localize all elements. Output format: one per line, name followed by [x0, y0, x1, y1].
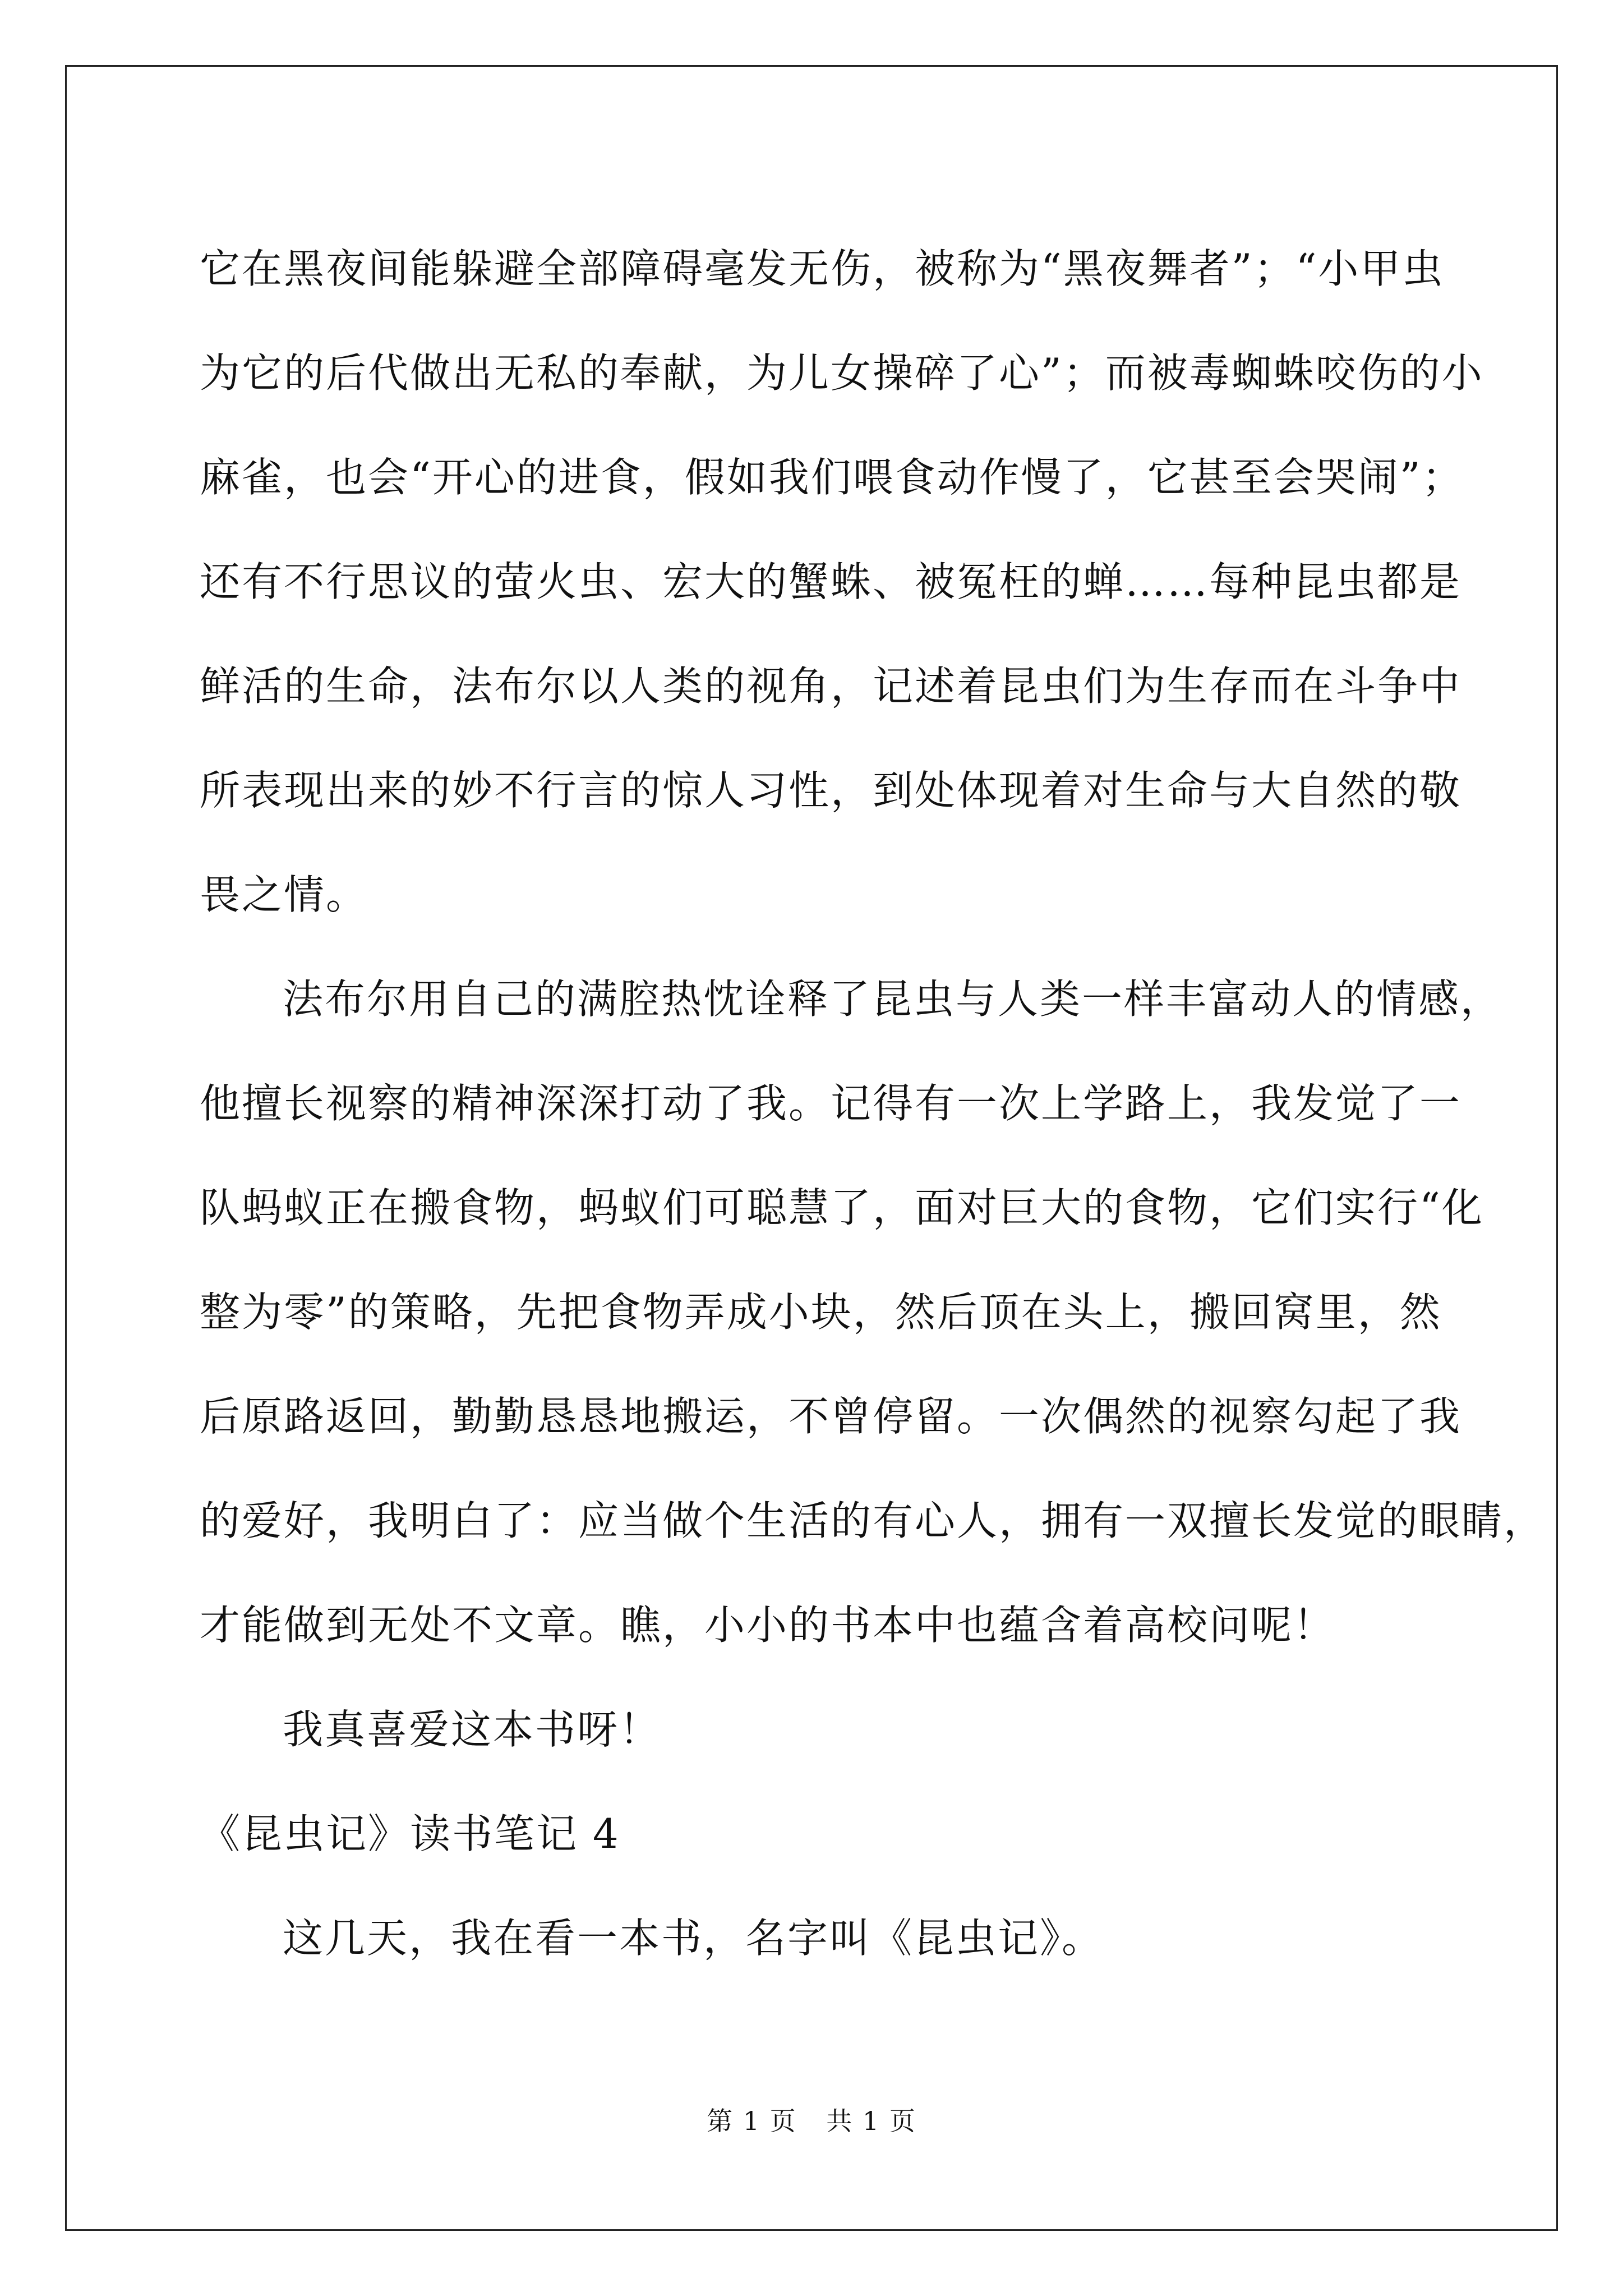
text-line: 才能做到无处不文章。瞧，小小的书本中也蕴含着高校问呢！ [200, 1602, 1336, 1649]
text-line: 队蚂蚁正在搬食物，蚂蚁们可聪慧了，面对巨大的食物，它们实行“化 [200, 1184, 1484, 1231]
text-line: 他擅长视察的精神深深打动了我。记得有一次上学路上，我发觉了一 [200, 1080, 1462, 1127]
text-line: 它在黑夜间能躲避全部障碍毫发无伤，被称为“黑夜舞者”；“小甲虫 [200, 245, 1445, 292]
document-body [200, 217, 1546, 1990]
page-total: 共 1 页 [826, 2106, 916, 2136]
section-heading: 《昆虫记》读书笔记 4 [200, 1810, 620, 1857]
text-line: 鲜活的生命，法布尔以人类的视角，记述着昆虫们为生存而在斗争中 [200, 662, 1462, 710]
text-line: 后原路返回，勤勤恳恳地搬运，不曾停留。一次偶然的视察勾起了我 [200, 1393, 1462, 1440]
page-footer [0, 2101, 1623, 2138]
text-line: 整为零”的策略，先把食物弄成小块，然后顶在头上，搬回窝里，然 [200, 1289, 1442, 1336]
text-line: 麻雀，也会“开心的进食，假如我们喂食动作慢了，它甚至会哭闹”； [200, 454, 1464, 501]
page-number: 第 1 页 [707, 2106, 797, 2136]
paragraph-line: 这几天，我在看一本书，名字叫《昆虫记》。 [283, 1915, 1104, 1962]
paragraph-line: 我真喜爱这本书呀！ [283, 1706, 662, 1753]
text-line: 的爱好，我明白了：应当做个生活的有心人，拥有一双擅长发觉的眼睛， [200, 1497, 1546, 1544]
text-line: 所表现出来的妙不行言的惊人习性，到处体现着对生命与大自然的敬 [200, 767, 1462, 814]
text-line: 畏之情。 [200, 871, 368, 918]
text-line: 为它的后代做出无私的奉献，为儿女操碎了心”；而被毒蜘蛛咬伤的小 [200, 349, 1484, 397]
paragraph-start-line: 法布尔用自己的满腔热忱诠释了昆虫与人类一样丰富动人的情感， [283, 976, 1503, 1023]
text-line: 还有不行思议的萤火虫、宏大的蟹蛛、被冤枉的蝉……每种昆虫都是 [200, 558, 1462, 605]
